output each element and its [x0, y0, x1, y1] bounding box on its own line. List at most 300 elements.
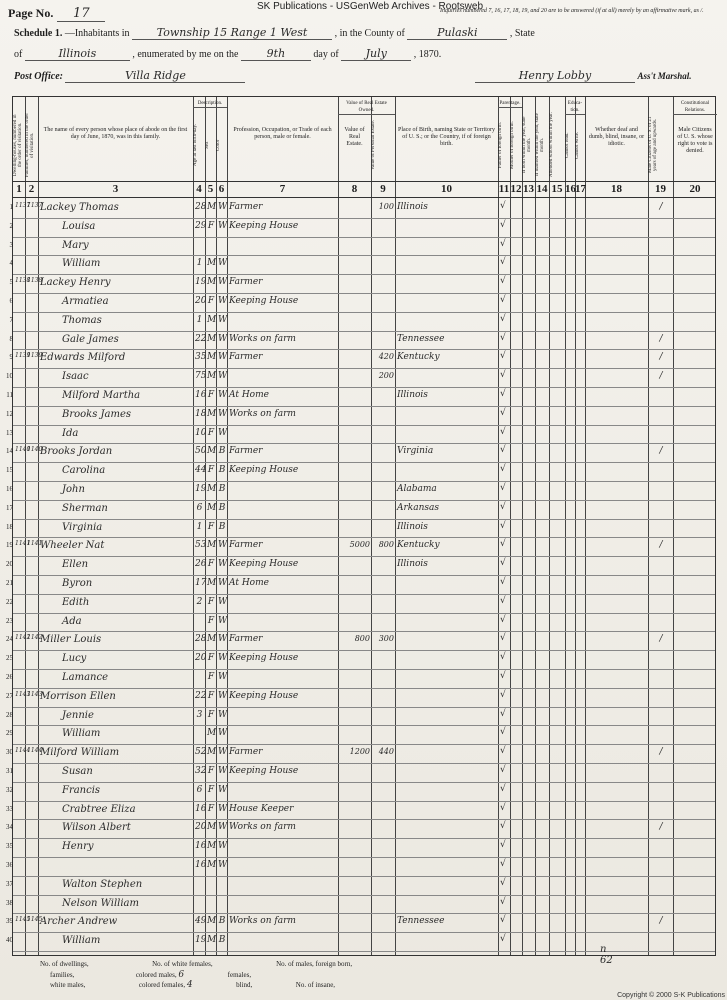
cell-age: 19 [195, 277, 207, 288]
cell-age: 3 [196, 709, 203, 720]
cell-sex: M [207, 747, 217, 758]
row-number: 11 [6, 391, 13, 399]
row-divider [13, 500, 715, 501]
cell-sex: M [207, 841, 217, 852]
tally-check-icon: √ [500, 595, 506, 606]
cell-occ: Farmer [229, 634, 263, 645]
cell-color: W [218, 390, 228, 400]
cell-age: 19 [195, 935, 207, 946]
column-header-13: If born within the year, state month. [522, 116, 532, 174]
row-divider [13, 575, 715, 576]
row-number: 18 [6, 522, 13, 531]
cell-name: Lucy [62, 653, 87, 665]
cell-sex: M [207, 202, 217, 212]
cell-name: Nelson William [62, 897, 139, 909]
group-header-constitutional: Constitutional Relations. [673, 100, 717, 115]
cell-occ: Keeping House [229, 766, 299, 776]
row-number: 32 [6, 785, 13, 794]
cell-name: Ada [62, 615, 82, 627]
cell-fam: 1138 [27, 277, 43, 285]
row-divider [13, 481, 715, 482]
cell-name: Louisa [62, 220, 96, 232]
month-field: July [341, 47, 411, 61]
cell-sex: M [207, 277, 217, 288]
cell-color: W [218, 314, 228, 325]
cell-fam: 1143 [27, 690, 43, 698]
column-number-15: 15 [551, 183, 563, 195]
cell-age: 75 [195, 371, 207, 382]
cell-age: 28 [195, 634, 207, 645]
cell-c19: / [659, 202, 663, 212]
cell-birth: Illinois [397, 521, 428, 532]
row-divider [13, 406, 715, 407]
cell-occ: Keeping House [229, 559, 299, 570]
column-header-12: Mother of foreign birth. [510, 121, 515, 169]
cell-sex: M [207, 484, 217, 494]
census-table [6, 96, 716, 956]
row-divider [13, 594, 715, 595]
column-divider [648, 97, 649, 955]
cell-color: W [218, 747, 228, 758]
cell-name: Ellen [62, 559, 89, 571]
tally-check-icon: √ [500, 483, 506, 493]
column-header-19: Male Citizens of U. S. of 21 years of age and upwards. [648, 116, 658, 174]
cell-occ: House Keeper [229, 803, 294, 814]
tally-check-icon: √ [500, 539, 506, 550]
cell-color: W [218, 860, 228, 870]
cell-age: 2 [196, 596, 203, 607]
column-number-16: 16 [565, 183, 576, 195]
cell-color: B [218, 502, 226, 513]
row-divider [13, 857, 715, 858]
column-number-6: 6 [218, 183, 225, 195]
cell-name: Mary [62, 239, 89, 251]
cell-fam: 1142 [27, 634, 43, 642]
cell-c19: / [659, 352, 663, 363]
row-divider [13, 801, 715, 802]
tally-check-icon: √ [500, 633, 506, 644]
cell-color: B [218, 521, 226, 532]
footer-blind: blind, [236, 981, 253, 989]
cell-name: Wilson Albert [62, 822, 131, 834]
cell-name: John [62, 484, 85, 495]
cell-fam: 1145 [27, 916, 43, 924]
cell-birth: Virginia [397, 446, 434, 457]
cell-color: W [218, 427, 228, 438]
column-divider [575, 97, 576, 955]
row-divider [13, 895, 715, 896]
column-number-7: 7 [279, 183, 286, 195]
column-divider [395, 97, 396, 955]
cell-color: B [218, 446, 226, 457]
row-number: 36 [6, 861, 13, 869]
page-number-line [8, 4, 105, 22]
row-divider [13, 913, 715, 914]
tally-check-icon: √ [500, 577, 506, 587]
footer-white-males: white males, [50, 981, 86, 989]
cell-dw: 1139 [15, 352, 31, 360]
footer-colored-females: colored females, [138, 981, 186, 989]
cell-name: Henry [62, 841, 94, 853]
cell-name: Edwards Milford [40, 352, 126, 364]
cell-color: W [218, 258, 228, 269]
cell-name: Thomas [62, 314, 102, 326]
column-number-20: 20 [689, 183, 701, 195]
cell-re: 5000 [349, 540, 370, 550]
cell-color: W [218, 220, 228, 231]
row-divider [13, 425, 715, 426]
tally-check-icon: √ [500, 727, 506, 738]
row-divider [13, 237, 715, 238]
cell-age: 49 [195, 916, 207, 927]
schedule-text: —Inhabitants in [64, 28, 130, 39]
cell-name: Susan [62, 766, 93, 777]
column-header-8: Value of Real Estate. [344, 127, 365, 147]
marshal-signature: Henry Lobby [475, 69, 635, 83]
cell-sex: M [207, 540, 217, 551]
tally-check-icon: √ [500, 783, 506, 794]
column-number-11: 11 [498, 183, 510, 195]
watermark-text: SK Publications - USGenWeb Archives - Rootsweb [257, 1, 484, 12]
cell-age: 22 [195, 690, 207, 701]
cell-sex: F [207, 559, 215, 570]
cell-color: W [218, 596, 228, 607]
tally-check-icon: √ [500, 201, 506, 211]
row-number: 14 [6, 447, 13, 456]
tally-check-icon: √ [500, 276, 506, 287]
tally-check-icon: √ [500, 520, 506, 531]
cell-c19: / [659, 916, 663, 927]
cell-c19: / [659, 446, 663, 457]
cell-color: W [218, 709, 228, 720]
row-number: 7 [9, 315, 13, 324]
row-divider [13, 876, 715, 877]
row-number: 39 [6, 917, 13, 926]
row-number: 2 [9, 221, 13, 230]
row-number: 12 [6, 409, 13, 418]
tally-check-icon: √ [500, 238, 506, 249]
group-header-value-real-estate: Value of Real Estate Owned. [338, 100, 395, 115]
cell-color: W [218, 352, 228, 363]
cell-sex: M [207, 916, 217, 927]
cell-c19: / [659, 333, 663, 344]
row-divider [13, 707, 715, 708]
column-divider [338, 97, 339, 955]
row-number: 29 [6, 729, 13, 738]
cell-birth: Tennessee [397, 333, 445, 344]
column-header-4: Age at last birth-day. [193, 124, 198, 166]
cell-fam: 1140 [27, 446, 43, 454]
group-header-education: Educa-tion. [565, 100, 585, 115]
cell-occ: Keeping House [229, 465, 299, 476]
cell-fam: 1144 [27, 747, 43, 755]
row-number: 20 [6, 560, 13, 569]
cell-sex: F [207, 690, 215, 701]
cell-name: Isaac [62, 371, 89, 383]
cell-birth: Alabama [397, 484, 437, 494]
cell-sex: M [207, 860, 217, 870]
cell-color: B [218, 916, 226, 927]
cell-name: Miller Louis [40, 634, 102, 646]
cell-sex: M [207, 578, 217, 588]
cell-age: 20 [195, 822, 207, 833]
state-field: Illinois [25, 47, 130, 61]
column-divider [535, 97, 536, 955]
tally-check-icon: √ [500, 671, 506, 681]
row-number: 27 [6, 691, 13, 700]
cell-color: W [218, 371, 228, 382]
cell-dw: 1142 [15, 634, 31, 642]
column-header-5: Sex [205, 141, 210, 149]
row-number: 28 [6, 710, 13, 719]
cell-sex: M [207, 728, 217, 739]
cell-sex: M [207, 333, 217, 344]
group-header-description: Description. [193, 100, 227, 108]
cell-age: 22 [195, 333, 207, 344]
row-divider [13, 932, 715, 933]
tally-check-icon: √ [500, 614, 506, 625]
row-number: 24 [6, 635, 13, 644]
cell-name: Crabtree Eliza [62, 803, 136, 815]
tally-check-icon: √ [500, 746, 506, 757]
tally-check-icon: √ [500, 915, 506, 926]
cell-name: Jennie [62, 709, 94, 721]
column-header-14: If married within the year, state month. [535, 113, 545, 177]
cell-color: W [218, 841, 228, 852]
cell-age: 20 [195, 653, 207, 664]
row-divider [13, 519, 715, 520]
row-number: 13 [6, 428, 13, 437]
tally-check-icon: √ [500, 219, 506, 230]
column-number-10: 10 [441, 183, 452, 195]
cell-name: Lackey Thomas [40, 202, 119, 213]
cell-occ: Keeping House [229, 653, 299, 664]
cell-occ: Farmer [229, 540, 263, 551]
cell-sex: M [207, 408, 217, 419]
column-header-18: Whether deaf and dumb, blind, insane, or idiotic. [588, 127, 645, 147]
cell-color: B [218, 935, 226, 946]
column-divider [510, 97, 511, 955]
post-office-line [14, 69, 245, 83]
cell-occ: Works on farm [229, 408, 296, 419]
column-number-2: 2 [28, 183, 35, 195]
cell-birth: Illinois [397, 390, 428, 400]
column-header-10: Place of Birth, naming State or Territory of U. S.; or the Country, if of foreign birth. [398, 127, 495, 147]
cell-fam: 1137 [27, 202, 43, 209]
page-number: 17 [57, 6, 105, 22]
cell-sex: M [207, 314, 217, 325]
footer-colored-males: colored males, [135, 971, 177, 979]
tally-check-icon: √ [500, 821, 506, 832]
cell-fam: 1141 [27, 540, 43, 548]
tally-check-icon: √ [500, 407, 506, 418]
cell-birth: Tennessee [397, 916, 445, 927]
of-text: of [14, 49, 23, 60]
cell-age: 1 [196, 521, 203, 532]
row-number: 35 [6, 842, 13, 851]
cell-name: Virginia [62, 521, 103, 533]
tally-check-icon: √ [500, 389, 506, 399]
column-divider [498, 97, 499, 955]
cell-name: Brooks Jordan [40, 446, 113, 458]
row-divider [13, 725, 715, 726]
row-number: 10 [6, 372, 13, 381]
cell-age: 6 [196, 784, 203, 795]
row-divider [13, 763, 715, 764]
cell-name: William [62, 258, 101, 270]
column-divider [549, 97, 550, 955]
cell-sex: F [207, 766, 215, 776]
cell-color: W [218, 615, 228, 626]
cell-dw: 1141 [15, 540, 31, 548]
cell-age: 16 [195, 841, 207, 852]
tally-check-icon: √ [500, 351, 506, 362]
column-divider [371, 97, 372, 955]
marshal-line [475, 69, 692, 83]
cell-color: W [218, 202, 228, 212]
row-divider [13, 312, 715, 313]
column-header-17: Cannot write. [575, 131, 580, 159]
row-number: 31 [6, 767, 13, 775]
cell-color: W [218, 672, 228, 682]
row-number: 17 [6, 503, 13, 512]
cell-age: 1 [196, 258, 203, 269]
cell-sex: M [207, 634, 217, 645]
cell-pe: 300 [378, 634, 394, 644]
state-text: , State [509, 28, 535, 39]
footer-families: families, [50, 971, 75, 979]
tally-check-icon: √ [500, 370, 506, 381]
county-text: , in the County of [334, 28, 405, 39]
row-number: 15 [6, 466, 13, 475]
header-divider [13, 181, 715, 182]
cell-sex: M [207, 352, 217, 363]
row-divider [13, 274, 715, 275]
cell-name: Armatiea [62, 296, 109, 307]
cell-pe: 440 [378, 747, 394, 757]
tally-check-icon: √ [500, 332, 506, 343]
tally-check-icon: √ [500, 708, 506, 719]
cell-dw: 1137 [15, 202, 31, 209]
row-divider [13, 631, 715, 632]
cell-age: 44 [195, 465, 207, 476]
column-header-7: Profession, Occupation, or Trade of each person, male or female. [233, 127, 332, 140]
cell-sex: M [207, 258, 217, 269]
cell-pe: 200 [378, 371, 394, 381]
column-divider [565, 97, 566, 955]
row-divider [13, 819, 715, 820]
cell-dw: 1140 [15, 446, 31, 454]
cell-sex: F [207, 653, 215, 664]
row-divider [13, 387, 715, 388]
column-number-12: 12 [510, 183, 522, 195]
column-divider [227, 97, 228, 955]
column-header-6: Color [216, 139, 221, 151]
cell-name: Carolina [62, 465, 106, 477]
row-number: 1 [9, 203, 13, 211]
post-office-label: Post Office: [14, 71, 63, 82]
column-divider [673, 97, 674, 955]
cell-name: Walton Stephen [62, 878, 143, 890]
cell-dw: 1144 [15, 747, 31, 755]
column-number-19: 19 [655, 183, 666, 195]
schedule-line [14, 26, 535, 40]
cell-age: 18 [195, 408, 207, 419]
schedule-prefix: Schedule 1. [14, 28, 63, 39]
cell-c19: / [659, 634, 663, 645]
tally-check-icon: √ [500, 445, 506, 456]
cell-occ: Works on farm [229, 333, 296, 344]
cell-sex: M [207, 446, 217, 457]
cell-pe: 420 [378, 352, 394, 362]
cell-age: 35 [195, 352, 207, 363]
day-field: 9th [241, 47, 311, 61]
cell-age: 28 [195, 202, 207, 212]
cell-fam: 1139 [27, 352, 43, 360]
row-number: 38 [6, 898, 13, 907]
cell-color: W [218, 803, 228, 814]
row-number: 3 [9, 240, 13, 249]
cell-sex: M [207, 371, 217, 382]
cell-sex: M [207, 822, 217, 833]
row-divider [13, 218, 715, 219]
column-divider [522, 97, 523, 955]
tally-check-icon: √ [500, 877, 506, 888]
cell-age: 16 [195, 803, 207, 814]
tally-check-icon: √ [500, 765, 506, 775]
row-divider [13, 669, 715, 670]
cell-pe: 800 [378, 540, 394, 550]
cell-age: 10 [195, 427, 207, 438]
cell-age: 50 [195, 446, 207, 457]
cell-color: W [218, 822, 228, 833]
cell-c19: / [659, 371, 663, 382]
column-header-2: Families, numbered in the order of visitation. [25, 113, 35, 178]
cell-birth: Kentucky [397, 540, 440, 551]
cell-color: W [218, 766, 228, 776]
row-number: 16 [6, 485, 13, 493]
row-divider [13, 744, 715, 745]
row-number: 19 [6, 541, 13, 550]
cell-color: W [218, 653, 228, 664]
cell-age: 20 [195, 296, 207, 306]
cell-name: Brooks James [62, 408, 132, 420]
row-number: 34 [6, 823, 13, 832]
cell-occ: Works on farm [229, 822, 296, 833]
day-of-text: day of [313, 49, 339, 60]
column-number-1: 1 [16, 183, 22, 195]
cell-occ: Keeping House [229, 690, 299, 701]
cell-name: Wheeler Nat [40, 540, 105, 552]
row-number: 37 [6, 879, 13, 888]
cell-name: Lamance [62, 672, 109, 683]
cell-sex: F [207, 803, 215, 814]
tally-check-icon: √ [500, 257, 506, 268]
cell-age: 53 [195, 540, 207, 551]
cell-name: Ida [62, 427, 79, 439]
column-header-3: The name of every person whose place of abode on the first day of June, 1870, was in this family. [43, 127, 188, 140]
cell-c19: / [659, 822, 663, 833]
cell-re: 1200 [349, 747, 370, 757]
tally-check-icon: √ [500, 426, 506, 437]
row-number: 30 [6, 748, 13, 757]
column-number-8: 8 [351, 183, 358, 195]
county-field: Pulaski [407, 26, 507, 40]
cell-color: W [218, 728, 228, 739]
enumerated-text: , enumerated by me on the [132, 49, 239, 60]
column-header-16: Cannot read. [565, 132, 570, 158]
row-number: 33 [6, 804, 13, 813]
